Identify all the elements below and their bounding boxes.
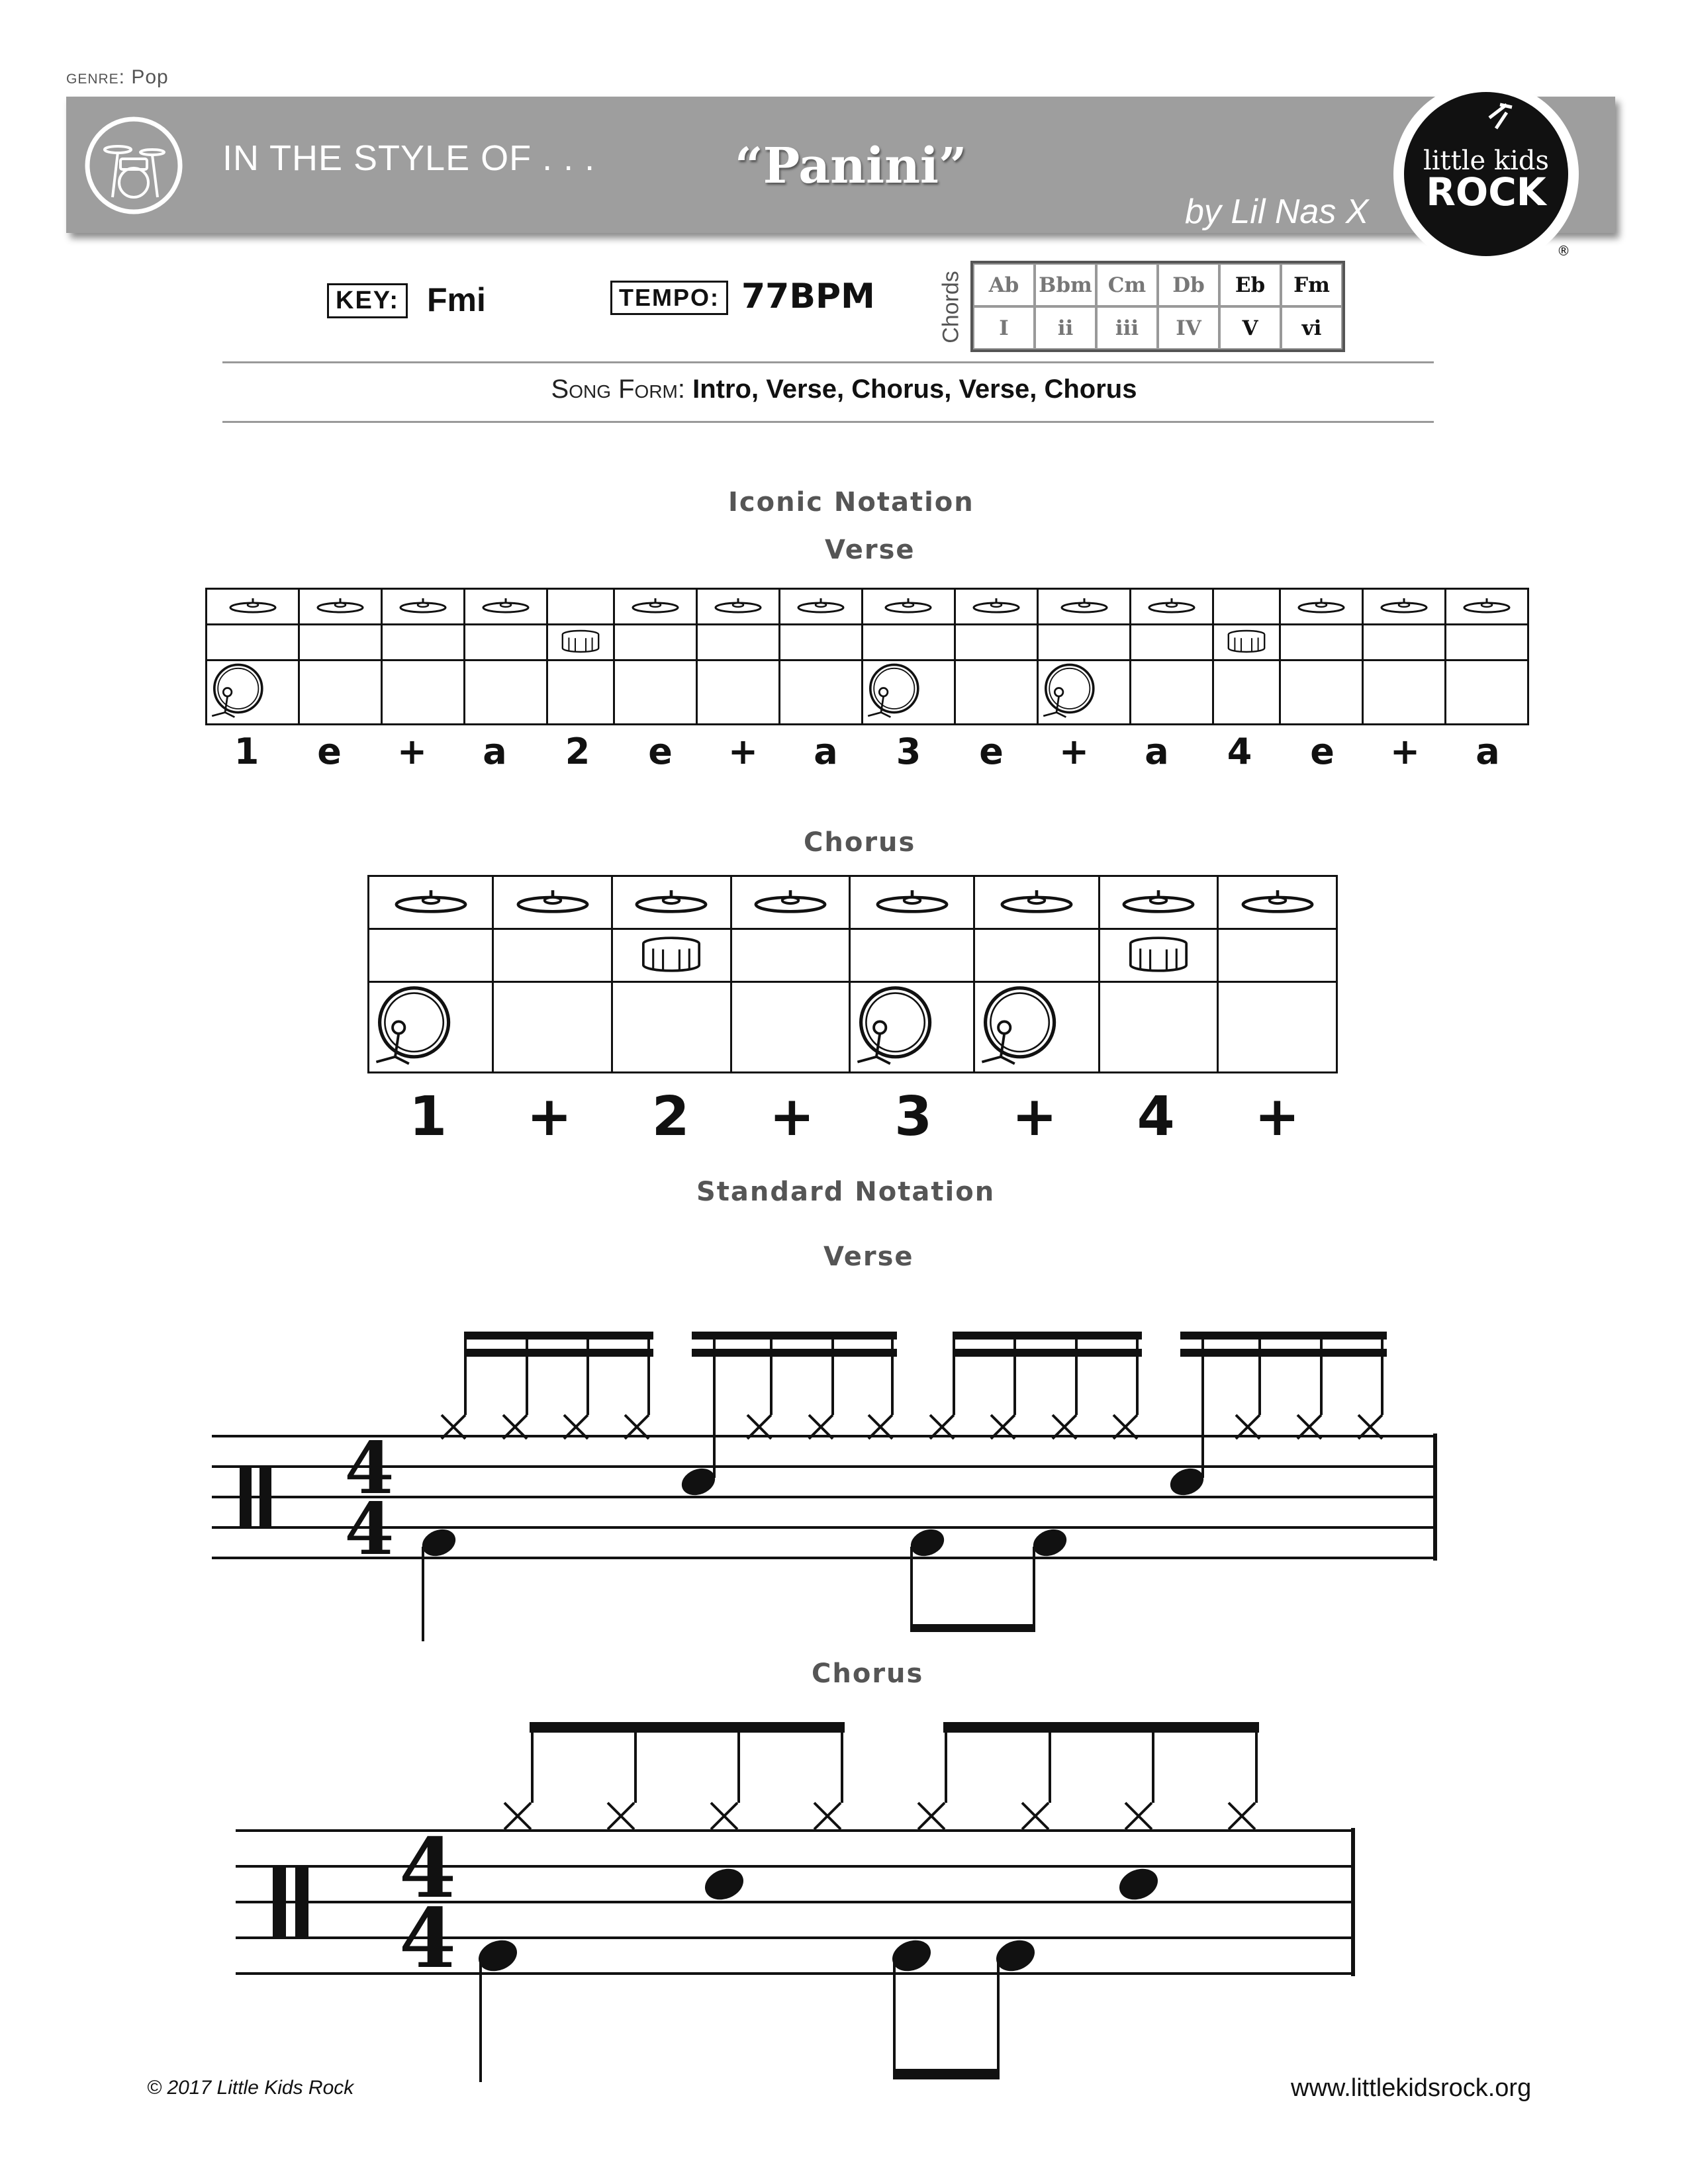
snare-cell [1218,929,1337,982]
kick-cell [1280,660,1362,725]
snare-drum-icon [1225,628,1268,655]
copyright: © 2017 Little Kids Rock [147,2077,354,2099]
bass-drum-icon [863,661,923,721]
count-label: + [1058,731,1090,772]
cymbal-icon [397,596,449,615]
snare-cell [862,625,955,660]
chord-name: Fm [1281,263,1342,306]
cymbal-icon [1295,596,1348,615]
cymbal-icon [871,886,953,917]
chord-name: Cm [1096,263,1158,306]
cymbal-icon [712,596,765,615]
tempo-label: TEMPO: [610,281,728,315]
count-label: e [979,731,1004,772]
count-label: + [1011,1085,1058,1148]
chord-name: Ab [973,263,1035,306]
hihat-cell [1362,589,1445,625]
count-label: e [1310,731,1335,772]
hihat-cell [850,876,974,929]
hihat-row [369,876,1337,929]
kick-cell [465,660,547,725]
count-label: a [1145,731,1169,772]
kick-note [418,1525,459,1561]
snare-cell [612,929,731,982]
kick-cell [1131,660,1213,725]
count-label: + [769,1085,815,1148]
chord-numeral: V [1219,306,1281,349]
snare-cell [1131,625,1213,660]
cymbal-icon [390,886,472,917]
snare-cell [369,929,493,982]
snare-cell [547,625,614,660]
kick-cell [1445,660,1528,725]
kick-row [369,982,1337,1073]
snare-cell [1280,625,1362,660]
iconic-chorus-title: Chorus [804,827,916,858]
bass-drum-icon [975,983,1061,1069]
svg-text:4: 4 [399,1891,457,1987]
snare-cell [955,625,1037,660]
hihat-cell [974,876,1099,929]
count-label: 3 [896,731,921,772]
cymbal-icon [882,596,935,615]
snare-note [1115,1863,1162,1905]
snare-note [678,1464,719,1500]
song-form-value: Intro, Verse, Chorus, Verse, Chorus [692,375,1137,404]
chord-numeral: ii [1035,306,1096,349]
bass-drum-icon [369,983,455,1069]
beam [530,1722,845,1733]
hihat-cell [299,589,382,625]
hihat-note [608,1803,634,1829]
snare-cell [696,625,779,660]
chord-name: Eb [1219,263,1281,306]
beam [1180,1349,1387,1357]
count-label: e [317,731,342,772]
beam [467,1332,653,1340]
genre-label: genre: [66,66,126,88]
cymbal-icon [630,886,712,917]
chord-name: Bbm [1035,263,1096,306]
hihat-cell [779,589,862,625]
snare-cell [1213,625,1280,660]
artist-name: by Lil Nas X [1185,193,1369,231]
divider [222,361,1434,363]
kick-cell [614,660,696,725]
svg-text:4: 4 [344,1488,395,1571]
bass-drum-icon [207,661,267,721]
count-label: + [526,1085,573,1148]
chord-name: Db [1158,263,1219,306]
kick-cell [382,660,465,725]
in-the-style-of: IN THE STYLE OF . . . [222,138,596,178]
beam [692,1332,897,1340]
snare-note [700,1863,748,1905]
hihat-cell [369,876,493,929]
snare-cell [1362,625,1445,660]
time-signature [399,1821,456,1987]
hihat-note [1229,1803,1255,1829]
cymbal-icon [314,596,367,615]
snare-drum-icon [638,934,704,975]
hihat-cell [465,589,547,625]
svg-text:4: 4 [399,1821,457,1917]
kick-cell [779,660,862,725]
kick-note [907,1525,948,1561]
cymbal-icon [970,596,1023,615]
count-label: 4 [1227,731,1252,772]
standard-chorus-title: Chorus [812,1659,924,1689]
time-signature [344,1427,394,1571]
kick-cell [1362,660,1445,725]
verse-staff [212,1317,1443,1648]
kick-cell [493,982,612,1073]
iconic-notation-title: Iconic Notation [728,487,974,518]
hihat-cell [612,876,731,929]
song-title: “Panini” [735,138,967,195]
kick-cell [696,660,779,725]
beam [955,1349,1142,1357]
chord-numeral: vi [1281,306,1342,349]
verse-iconic-grid [205,588,1529,725]
snare-cell [1445,625,1528,660]
hihat-cell [955,589,1037,625]
snare-cell [299,625,382,660]
hihat-cell [696,589,779,625]
chords-table [970,261,1345,352]
kick-cell [974,982,1099,1073]
hihat-cell [207,589,299,625]
hihat-cell [1280,589,1362,625]
verse-notes [418,1332,1387,1641]
snare-cell [974,929,1099,982]
hihat-cell [1037,589,1130,625]
beam [692,1349,897,1357]
snare-drum-icon [1125,934,1192,975]
hihat-note [1022,1803,1049,1829]
cymbal-icon [226,596,279,615]
snare-cell [207,625,299,660]
drum-kit-icon [83,115,184,216]
website-url: www.littlekidsrock.org [1291,2074,1532,2102]
snare-note [1166,1464,1207,1500]
snare-row [369,929,1337,982]
kick-cell [369,982,493,1073]
cymbal-icon [629,596,682,615]
snare-cell [1099,929,1218,982]
genre-value: Pop [131,66,169,88]
chorus-staff [236,1707,1361,2091]
cymbal-icon [1460,596,1513,615]
cymbal-icon [1117,886,1199,917]
count-label: 4 [1137,1085,1175,1148]
chord-numeral: I [973,306,1035,349]
cymbal-icon [1145,596,1198,615]
hihat-note [711,1803,737,1829]
beam [955,1332,1142,1340]
count-label: 1 [409,1085,447,1148]
count-label: + [1254,1085,1300,1148]
key-value: Fmi [427,281,486,318]
kick-cell [547,660,614,725]
beam [910,1624,1035,1632]
beam [893,2069,1000,2079]
cymbal-icon [794,596,847,615]
hihat-cell [1445,589,1528,625]
verse-count [205,731,1529,772]
hihat-cell [1218,876,1337,929]
count-label: 2 [565,731,590,772]
divider [222,421,1434,423]
hihat-cell [1099,876,1218,929]
logo-registered: ® [1557,243,1570,259]
count-label: 1 [234,731,259,772]
snare-drum-icon [559,628,602,655]
svg-text:4: 4 [344,1427,395,1510]
kick-row [207,660,1528,725]
chords-label: Chords [938,271,964,343]
chord-numeral: IV [1158,306,1219,349]
hihat-note [1125,1803,1152,1829]
kick-cell [862,660,955,725]
cymbal-icon [512,886,594,917]
hihat-cell [862,589,955,625]
hihat-row [207,589,1528,625]
kick-cell [612,982,731,1073]
hihat-cell [731,876,850,929]
cymbal-icon [1058,596,1111,615]
hihat-cell [1131,589,1213,625]
snare-cell [493,929,612,982]
kick-cell [955,660,1037,725]
snare-cell [731,929,850,982]
tempo-value: 77BPM [741,277,875,316]
count-label: + [397,731,428,772]
key-label: KEY: [327,283,408,318]
kick-cell [1099,982,1218,1073]
logo-top-text: little kids [1423,146,1550,176]
hihat-note [814,1803,841,1829]
chorus-count [367,1085,1338,1148]
genre-line [66,66,169,89]
hihat-cell [493,876,612,929]
snare-cell [382,625,465,660]
count-label: a [1476,731,1500,772]
snare-cell [779,625,862,660]
kick-cell [731,982,850,1073]
cymbal-icon [1237,886,1319,917]
logo-bottom-text: ROCK [1426,169,1546,214]
song-form-label: Song Form: [551,375,685,404]
kick-cell [207,660,299,725]
snare-cell [1037,625,1130,660]
snare-cell [850,929,974,982]
kick-cell [1037,660,1130,725]
hihat-note [504,1803,531,1829]
bass-drum-icon [851,983,937,1069]
hihat-cell [547,589,614,625]
count-label: a [814,731,838,772]
kick-cell [1218,982,1337,1073]
chorus-iconic-grid [367,875,1338,1073]
iconic-verse-title: Verse [825,535,915,565]
kick-cell [299,660,382,725]
snare-cell [465,625,547,660]
count-label: 3 [894,1085,933,1148]
snare-row [207,625,1528,660]
hihat-cell [1213,589,1280,625]
beam [467,1349,653,1357]
count-label: a [483,731,507,772]
beam [1180,1332,1387,1340]
count-label: 2 [651,1085,690,1148]
chord-numeral: iii [1096,306,1158,349]
cymbal-icon [1378,596,1430,615]
hihat-note [918,1803,945,1829]
standard-verse-title: Verse [823,1242,914,1272]
song-form [0,375,1688,404]
standard-notation-title: Standard Notation [696,1177,996,1207]
snare-cell [614,625,696,660]
kick-note [1029,1525,1070,1561]
hihat-cell [614,589,696,625]
kick-cell [850,982,974,1073]
count-label: e [648,731,673,772]
cymbal-icon [749,886,831,917]
cymbal-icon [996,886,1078,917]
hihat-cell [382,589,465,625]
beam [943,1722,1259,1733]
count-label: + [1389,731,1421,772]
cymbal-icon [479,596,532,615]
count-label: + [727,731,759,772]
little-kids-rock-logo [1390,78,1582,270]
bass-drum-icon [1039,661,1098,721]
kick-cell [1213,660,1280,725]
